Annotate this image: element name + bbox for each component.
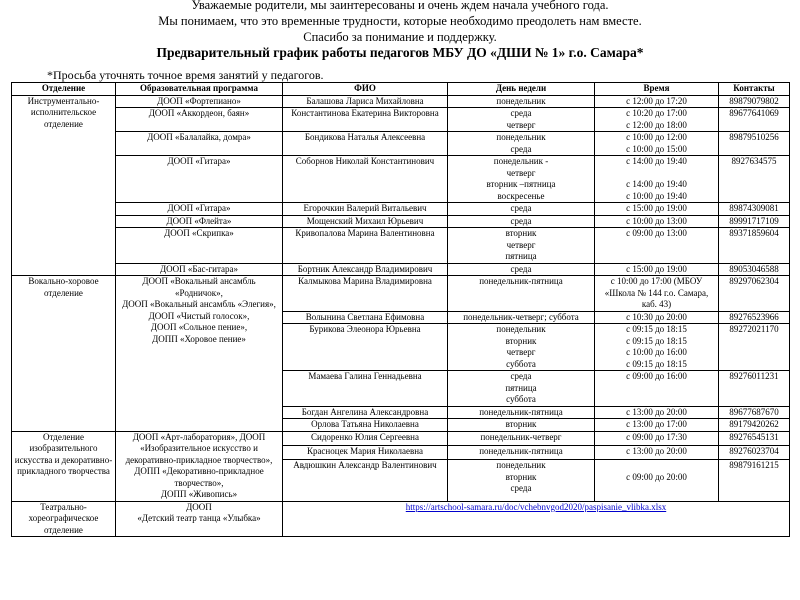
schedule-link-cell bbox=[283, 501, 790, 537]
time-cell: с 09:00 до 20:00 bbox=[595, 460, 719, 501]
column-header: Образовательная программа bbox=[116, 83, 283, 96]
time-line: с 10:00 до 15:00 bbox=[626, 143, 687, 154]
time-line: с 14:00 до 19:40 bbox=[626, 156, 687, 166]
time-cell: с 09:00 до 13:00 bbox=[595, 228, 719, 264]
fio-cell: Орлова Татьяна Николаевна bbox=[283, 419, 448, 432]
fio-cell: Сидоренко Юлия Сергеевна bbox=[283, 431, 448, 445]
time-line: с 09:15 до 18:15 bbox=[626, 358, 687, 369]
program-cell: ДООП «Флейта» bbox=[116, 215, 283, 228]
time-cell: с 09:00 до 17:30 bbox=[595, 431, 719, 445]
time-line: с 09:15 до 18:15 bbox=[626, 324, 687, 334]
day-line: среда bbox=[510, 108, 532, 118]
time-line: с 10:00 до 16:00 bbox=[626, 347, 687, 357]
program-cell: ДООП «Бас-гитара» bbox=[116, 263, 283, 276]
column-header: Контакты bbox=[719, 83, 790, 96]
program-cell bbox=[116, 276, 283, 432]
time-cell: с 15:00 до 19:00 bbox=[595, 263, 719, 276]
day-cell bbox=[448, 132, 595, 156]
day-line: понедельник bbox=[496, 324, 546, 334]
day-cell: понедельник-четверг; суббота bbox=[448, 311, 595, 324]
day-cell bbox=[448, 228, 595, 264]
day-line: вторник bbox=[505, 228, 537, 238]
time-cell bbox=[595, 132, 719, 156]
column-header: День недели bbox=[448, 83, 595, 96]
contact-cell: 89272021170 bbox=[719, 324, 790, 371]
department-cell: Инструментально-исполнительское отделение bbox=[12, 95, 116, 276]
day-cell: понедельник-пятница bbox=[448, 276, 595, 312]
department-cell: Театрально-хореографическое отделение bbox=[12, 501, 116, 537]
contact-cell: 89991717109 bbox=[719, 215, 790, 228]
contact-cell: 89276545131 bbox=[719, 431, 790, 445]
contact-cell: 89276523966 bbox=[719, 311, 790, 324]
program-cell bbox=[116, 431, 283, 501]
program-line: ДООП bbox=[186, 501, 212, 512]
table-row bbox=[12, 228, 790, 264]
program-cell: ДООП «Балалайка, домра» bbox=[116, 132, 283, 156]
fio-cell: Богдан Ангелина Александровна bbox=[283, 406, 448, 419]
department-cell: Отделение изобразительного искусства и декоративно-прикладного творчества bbox=[12, 431, 116, 501]
day-line: пятница bbox=[505, 251, 537, 261]
schedule-note: *Просьба уточнять точное время занятий у педагогов. bbox=[47, 68, 324, 82]
contact-cell: 89276023704 bbox=[719, 445, 790, 459]
program-cell bbox=[116, 501, 283, 537]
day-line: вторник bbox=[505, 335, 537, 346]
table-row bbox=[12, 95, 790, 108]
time-line: с 14:00 до 19:40 bbox=[626, 179, 687, 189]
fio-cell: Авдюшкин Александр Валентинович bbox=[283, 460, 448, 501]
program-line: ДООП «Вокальный ансамбль «Элегия», bbox=[122, 299, 276, 309]
contact-cell: 89677641069 bbox=[719, 108, 790, 132]
table-row bbox=[12, 276, 790, 312]
program-cell: ДООП «Аккордеон, баян» bbox=[116, 108, 283, 132]
time-line: с 12:00 до 18:00 bbox=[626, 119, 687, 130]
column-header: Время bbox=[595, 83, 719, 96]
program-line: ДОПП «Живопись» bbox=[160, 489, 238, 499]
program-line: «Детский театр танца «Улыбка» bbox=[137, 513, 261, 523]
program-cell: ДООП «Гитара» bbox=[116, 203, 283, 216]
time-cell: с 10:00 до 17:00 (МБОУ «Школа № 144 г.о. Самара, каб. 43) bbox=[595, 276, 719, 312]
time-line: с 09:15 до 18:15 bbox=[626, 335, 687, 346]
fio-cell: Волынина Светлана Ефимовна bbox=[283, 311, 448, 324]
time-cell: с 13:00 до 20:00 bbox=[595, 406, 719, 419]
time-cell: с 09:00 до 16:00 bbox=[595, 371, 719, 407]
contact-cell: 89297062304 bbox=[719, 276, 790, 312]
day-cell bbox=[448, 108, 595, 132]
schedule-table bbox=[11, 82, 790, 537]
day-cell: среда bbox=[448, 203, 595, 216]
contact-cell: 89276011231 bbox=[719, 371, 790, 407]
table-row bbox=[12, 156, 790, 203]
fio-cell: Мощенский Михаил Юрьевич bbox=[283, 215, 448, 228]
fio-cell: Егорочкин Валерий Витальевич bbox=[283, 203, 448, 216]
day-cell: понедельник-пятница bbox=[448, 445, 595, 459]
day-line: четверг bbox=[506, 167, 536, 178]
day-cell bbox=[448, 371, 595, 407]
contact-cell: 89179420262 bbox=[719, 419, 790, 432]
day-line: понедельник bbox=[496, 132, 546, 142]
time-cell: с 12:00 до 17:20 bbox=[595, 95, 719, 108]
intro-line-3: Спасибо за понимание и поддержку. bbox=[303, 30, 497, 44]
time-cell: с 13:00 до 17:00 bbox=[595, 419, 719, 432]
contact-cell: 89053046588 bbox=[719, 263, 790, 276]
time-line: с 10:20 до 17:00 bbox=[626, 108, 687, 118]
time-line: с 10:00 до 12:00 bbox=[626, 132, 687, 142]
program-line: ДООП «Арт-лаборатория», ДООП «Изобразительное искусство и декоративно-прикладное творчество», bbox=[125, 431, 273, 465]
time-cell: с 15:00 до 19:00 bbox=[595, 203, 719, 216]
day-line: суббота bbox=[506, 394, 536, 404]
contact-cell: 89677687670 bbox=[719, 406, 790, 419]
day-cell bbox=[448, 460, 595, 501]
table-row bbox=[12, 431, 790, 445]
time-cell bbox=[595, 108, 719, 132]
contact-cell: 89879510256 bbox=[719, 132, 790, 156]
day-line: воскресенье bbox=[497, 190, 545, 201]
time-cell: с 13:00 до 20:00 bbox=[595, 445, 719, 459]
fio-cell: Кривопалова Марина Валентиновна bbox=[283, 228, 448, 264]
day-cell: среда bbox=[448, 263, 595, 276]
program-line: ДООП «Чистый голосок», bbox=[148, 310, 250, 321]
column-header: Отделение bbox=[12, 83, 116, 96]
schedule-link[interactable]: https://artschool-samara.ru/doc/vchebnvgod2020/paspisanie_vlibka.xlsx bbox=[405, 501, 667, 512]
time-cell bbox=[595, 324, 719, 371]
program-cell: ДООП «Фортепиано» bbox=[116, 95, 283, 108]
fio-cell: Калмыкова Марина Владимировна bbox=[283, 276, 448, 312]
program-cell: ДООП «Гитара» bbox=[116, 156, 283, 203]
day-line: четверг bbox=[506, 347, 536, 357]
table-row bbox=[12, 203, 790, 216]
table-row bbox=[12, 215, 790, 228]
contact-cell: 89879079802 bbox=[719, 95, 790, 108]
day-cell: среда bbox=[448, 215, 595, 228]
day-line: пятница bbox=[505, 382, 537, 393]
day-line: среда bbox=[510, 371, 532, 381]
day-line: среда bbox=[510, 483, 532, 494]
program-line: ДООП «Вокальный ансамбль «Родничок», bbox=[142, 276, 256, 298]
day-line: понедельник - bbox=[493, 156, 549, 166]
day-line: четверг bbox=[506, 239, 536, 250]
day-cell: вторник bbox=[448, 419, 595, 432]
day-line: четверг bbox=[506, 119, 536, 130]
fio-cell: Бортник Александр Владимирович bbox=[283, 263, 448, 276]
day-line: вторник bbox=[505, 471, 537, 482]
column-header: ФИО bbox=[283, 83, 448, 96]
day-cell bbox=[448, 324, 595, 371]
table-header-row bbox=[12, 83, 790, 96]
day-cell: понедельник-четверг bbox=[448, 431, 595, 445]
program-line: ДОПП «Хоровое пение» bbox=[152, 333, 246, 344]
fio-cell: Красноцек Мария Николаевна bbox=[283, 445, 448, 459]
contact-cell: 89874309081 bbox=[719, 203, 790, 216]
table-row bbox=[12, 132, 790, 156]
fio-cell: Балашова Лариса Михайловна bbox=[283, 95, 448, 108]
fio-cell: Бурикова Элеонора Юрьевна bbox=[283, 324, 448, 371]
fio-cell: Соборнов Николай Константинович bbox=[283, 156, 448, 203]
day-cell: понедельник bbox=[448, 95, 595, 108]
program-line: ДООП «Сольное пение», bbox=[150, 322, 248, 332]
day-line: вторник –пятница bbox=[486, 179, 556, 189]
time-cell: с 10:30 до 20:00 bbox=[595, 311, 719, 324]
program-cell: ДООП «Скрипка» bbox=[116, 228, 283, 264]
time-cell: с 10:00 до 13:00 bbox=[595, 215, 719, 228]
day-cell: понедельник-пятница bbox=[448, 406, 595, 419]
department-cell: Вокально-хоровое отделение bbox=[12, 276, 116, 432]
table-row bbox=[12, 108, 790, 132]
intro-line-1: Уважаемые родители, мы заинтересованы и очень ждем начала учебного года. bbox=[191, 0, 609, 12]
program-line: ДОПП «Декоративно-прикладное творчество», bbox=[134, 466, 264, 488]
fio-cell: Константинова Екатерина Викторовна bbox=[283, 108, 448, 132]
contact-cell: 89879161215 bbox=[719, 460, 790, 501]
day-cell bbox=[448, 156, 595, 203]
day-line: понедельник bbox=[496, 460, 546, 471]
page-title: Предварительный график работы педагогов МБУ ДО «ДШИ № 1» г.о. Самара* bbox=[156, 45, 644, 60]
contact-cell: 89371859604 bbox=[719, 228, 790, 264]
intro-line-2: Мы понимаем, что это временные трудности, которые необходимо преодолеть нам вместе. bbox=[158, 14, 642, 28]
table-row bbox=[12, 263, 790, 276]
time-cell bbox=[595, 156, 719, 203]
table-row bbox=[12, 501, 790, 537]
day-line: среда bbox=[510, 143, 532, 154]
day-line: суббота bbox=[506, 358, 536, 369]
fio-cell: Мамаева Галина Геннадьевна bbox=[283, 371, 448, 407]
contact-cell: 8927634575 bbox=[719, 156, 790, 203]
time-line: с 10:00 до 19:40 bbox=[626, 190, 687, 201]
fio-cell: Бондикова Наталья Алексеевна bbox=[283, 132, 448, 156]
